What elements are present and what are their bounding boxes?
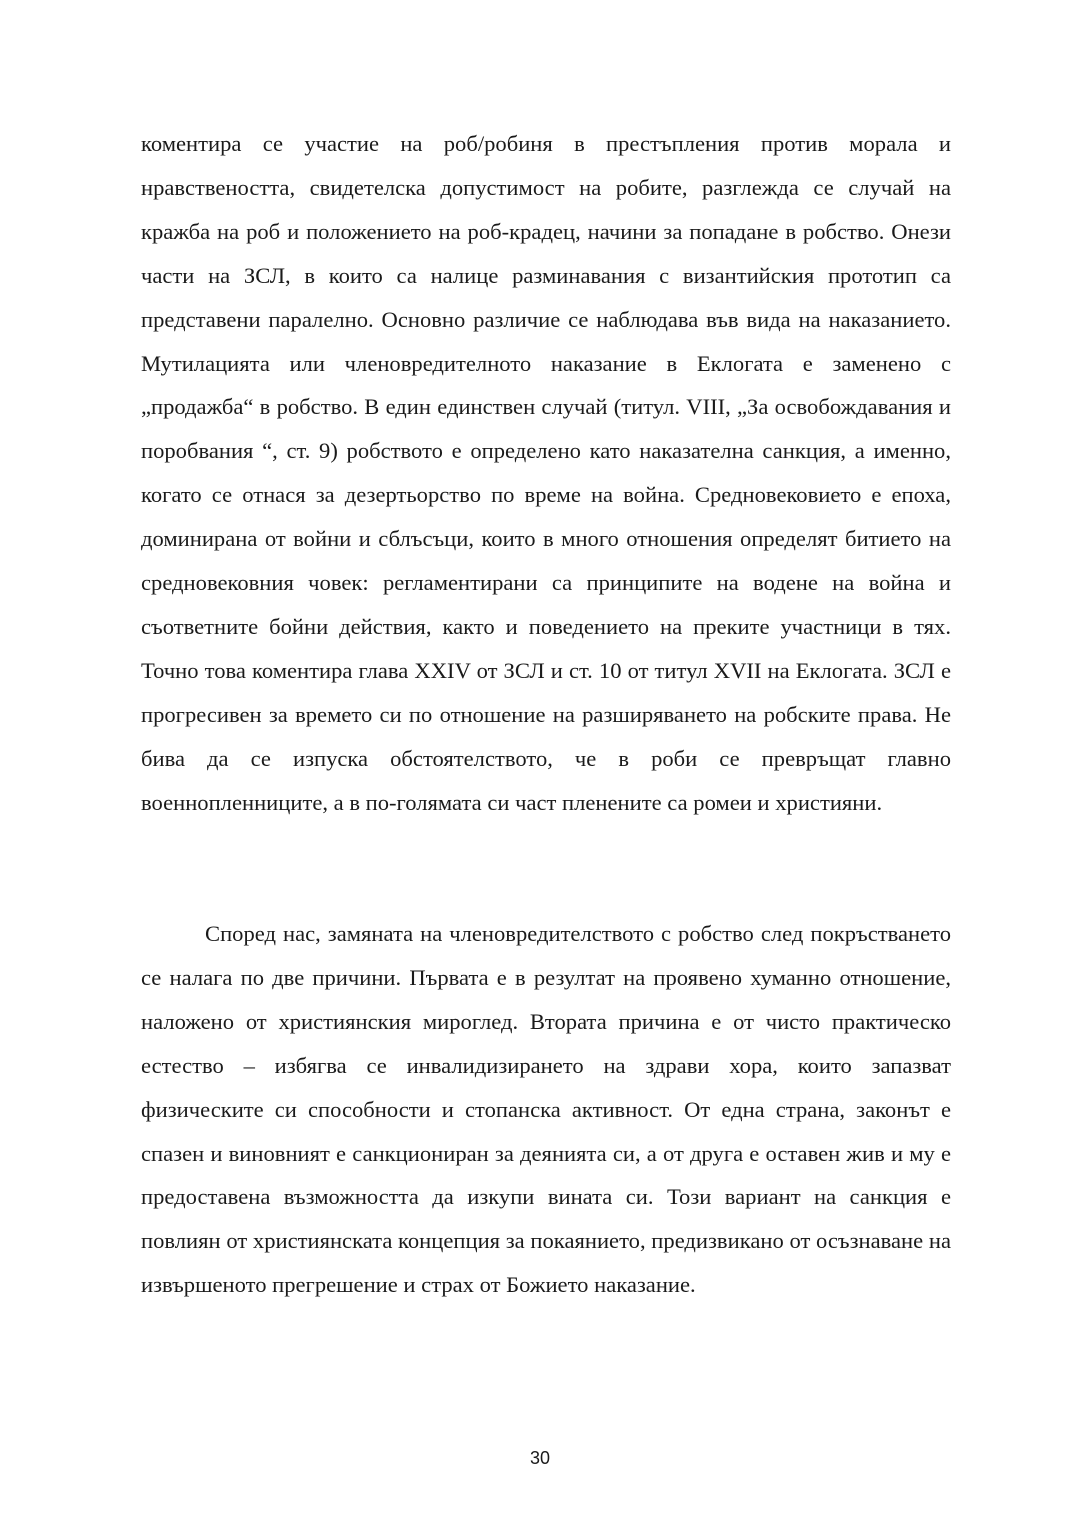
paragraph-1: коментира се участие на роб/робиня в престъпления против морала и нравствеността, свидетелска допустимост на робите, разглежда се случай на кражба на роб и положението на роб-крадец, начини за попадане в робство. Онези части на ЗСЛ, в които са налице разминавания с византийския прототип са представени паралелно. Основно различие се наблюдава във вида на наказанието. Мутилацията или членовредителното наказание в Еклогата е заменено с „продажба“ в робство. В един единствен случай (титул. VIII, „За освобождавания и поробвания “, ст. 9) робството е определено като наказателна санкция, а именно, когато се отнася за дезертьорство по време на война. Средновековието е епоха, доминирана от войни и сблъсъци, които в много отношения определят битието на средновековния човек: регламентирани са принципите на водене на война и съответните бойни действия, както и поведението на преките участници в тях. Точно това коментира глава XXIV от ЗСЛ и ст. 10 от титул XVII на Еклогата. ЗСЛ е прогресивен за времето си по отношение на разширяването на робските права. Не бива да се изпуска обстоятелството, че в роби се превръщат главно военнопленниците, а в по-голямата си част пленените са ромеи и християни. <box>141 131 951 815</box>
paragraph-2: Според нас, замяната на членовредителството с робство след покръстването се налага по две причини. Първата е в резултат на проявено хуманно отношение, наложено от християнския мироглед. Втората причина е от чисто практическо естество – избягва се инвалидизирането на здрави хора, които запазват физическите си способности и стопанска активност. От една страна, законът е спазен и виновният е санкциониран за деянията си, а от друга е оставен жив и му е предоставена възможността да изкупи вината си. Този вариант на санкция е повлиян от християнската концепция за покаянието, предизвикано от осъзнаване на извършеното прегрешение и страх от Божието наказание. <box>141 921 951 1298</box>
page-number: 30 <box>529 1448 551 1468</box>
